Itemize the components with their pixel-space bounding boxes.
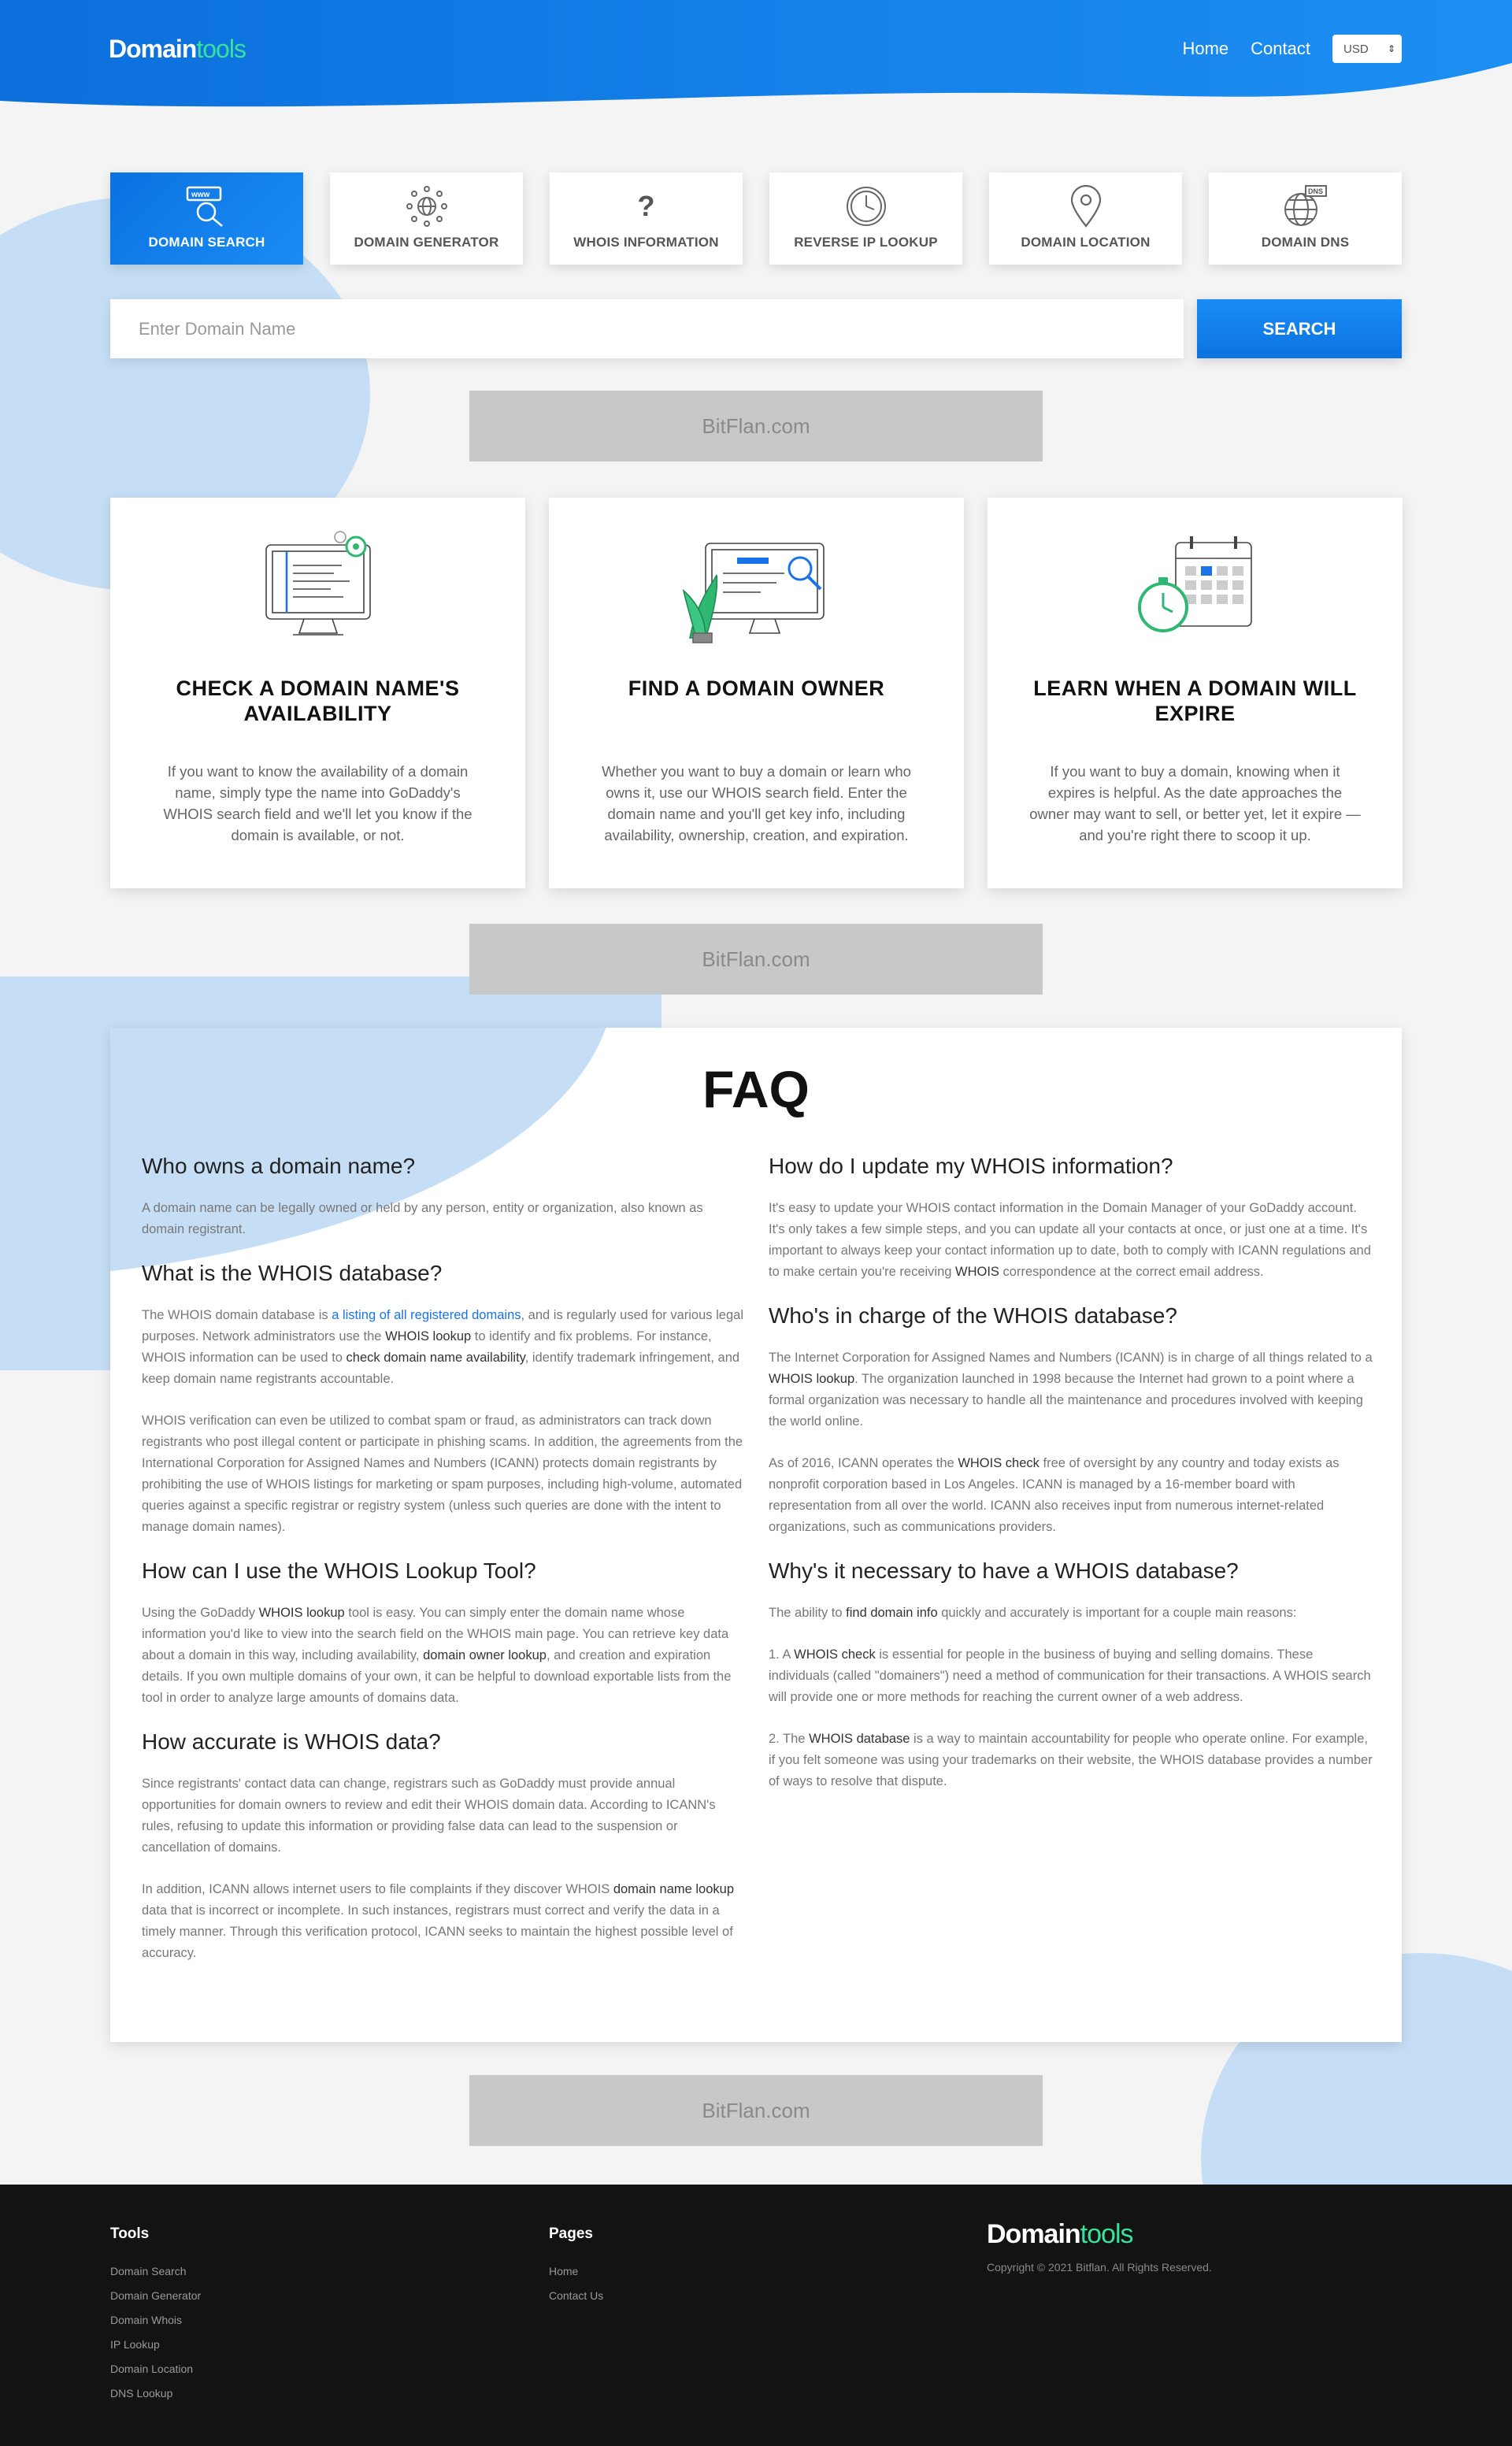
calendar-stopwatch-illustration: [1027, 528, 1363, 646]
www-search-icon: [183, 184, 231, 228]
faq-item: [769, 1558, 1373, 1792]
site-logo[interactable]: Domaintools: [109, 35, 246, 63]
faq-answer: WHOIS verification can even be utilized to combat spam or fraud, as administrators can track down registrants who post illegal content or participate in phishing scams. In addition, the agreements from the International Corporation for Assigned Names and Numbers (ICANN) protects domain registrants by prohibiting the use of WHOIS listings for marketing or spam purposes, including high-volume, automated queries against a specific registrar or registry system (unless such queries are done with the intent to manage domain names).: [142, 1414, 743, 1534]
currency-select[interactable]: [1332, 35, 1402, 63]
faq-answer: The ability to find domain info quickly and accurately is important for a couple main reasons:: [769, 1606, 1297, 1620]
faq-column-right: [769, 1154, 1373, 1813]
tab-label: DOMAIN GENERATOR: [354, 235, 499, 250]
tab-domain-generator[interactable]: [330, 172, 523, 265]
faq-item: [142, 1558, 747, 1709]
faq-item: [769, 1303, 1373, 1538]
chevron-updown-icon: ⇕: [1387, 43, 1395, 54]
tab-domain-search[interactable]: [110, 172, 303, 265]
footer-link-contact-us[interactable]: Contact Us: [549, 2289, 604, 2302]
faq-answer: The Internet Corporation for Assigned Names and Numbers (ICANN) is in charge of all things related to a WHOIS lookup. The organization launched in 1998 because the Internet had grown to a point where a formal organization was necessary to handle all the maintenance and procedures involved with keeping the world online.: [769, 1351, 1373, 1429]
faq-item: [769, 1154, 1373, 1283]
faq-question: Who owns a domain name?: [142, 1154, 416, 1178]
feature-text: Whether you want to buy a domain or learn who owns it, use our WHOIS search field. Enter the domain name and you'll get key info, including availability, ownership, creation, and expiration.: [602, 763, 911, 843]
faq-answer: 1. A WHOIS check is essential for people in the business of buying and selling domains. These individuals (called "domainers") need a method of communication for their transactions. A WHOIS search will provide one or more methods for reaching the current owner of a web address.: [769, 1647, 1371, 1704]
tab-label: DOMAIN SEARCH: [148, 235, 265, 250]
tab-label: REVERSE IP LOOKUP: [794, 235, 938, 250]
faq-answer: 2. The WHOIS database is a way to maintain accountability for people who operate online. For example, if you felt someone was using your trademarks on their website, the WHOIS database provides a number of ways to resolve that dispute.: [769, 1732, 1373, 1788]
footer-link-domain-location[interactable]: Domain Location: [110, 2363, 194, 2375]
faq-answer: In addition, ICANN allows internet users to file complaints if they discover WHOIS domain name lookup data that is incorrect or incomplete. In such instances, registrars must correct and verify the data in a timely manner. Through this verification protocol, ICANN seeks to maintain the highest possible level of accuracy.: [142, 1882, 735, 1960]
faq-question: What is the WHOIS database?: [142, 1261, 443, 1285]
faq-answer: As of 2016, ICANN operates the WHOIS check free of oversight by any country and today exists as nonprofit corporation based in Los Angeles. ICANN is managed by a 16-member board with representation from all over the world. ICANN also receives input from numerous internet-related organizations, such as communications providers.: [769, 1456, 1340, 1534]
feature-text: If you want to buy a domain, knowing when it expires is helpful. As the date approaches the owner may want to sell, or better yet, let it expire — and you're right there to scoop it up.: [1029, 763, 1361, 843]
tab-label: DOMAIN LOCATION: [1021, 235, 1151, 250]
svg-text:DNS: DNS: [1307, 187, 1323, 195]
dns-globe-icon: [1282, 184, 1329, 228]
feature-cards: [110, 498, 1403, 888]
feature-text: If you want to know the availability of a domain name, simply type the name into GoDaddy's WHOIS search field and we'll let you know if the domain is available, or not.: [163, 763, 472, 843]
faq-question: Why's it necessary to have a WHOIS database?: [769, 1558, 1239, 1583]
footer-link-dns-lookup[interactable]: DNS Lookup: [110, 2387, 173, 2400]
faq-item: [142, 1261, 747, 1538]
main-nav: [1182, 35, 1402, 63]
copyright-text: Copyright © 2021 Bitflan. All Rights Reserved.: [987, 2261, 1212, 2274]
svg-text:www: www: [191, 191, 209, 199]
feature-title: LEARN WHEN A DOMAIN WILL EXPIRE: [1033, 676, 1357, 725]
monitor-code-illustration: [150, 528, 486, 646]
ad-banner[interactable]: BitFlan.com: [469, 391, 1043, 461]
feature-title: CHECK A DOMAIN NAME'S AVAILABILITY: [176, 676, 460, 725]
faq-question: How accurate is WHOIS data?: [142, 1729, 441, 1754]
feature-title: FIND A DOMAIN OWNER: [628, 676, 885, 700]
footer-link-home[interactable]: Home: [549, 2265, 579, 2277]
question-mark-icon: ?: [637, 190, 655, 222]
faq-answer: It's easy to update your WHOIS contact information in the Domain Manager of your GoDaddy account. It's only takes a few simple steps, and you can update all your contacts at once, or just one at a time. It's important to always keep your contact information up to date, both to comply with ICANN regulations and to make certain you're receiving WHOIS correspondence at the correct email address.: [769, 1201, 1371, 1279]
tab-label: DOMAIN DNS: [1261, 235, 1350, 250]
faq-column-left: [142, 1154, 747, 1985]
tool-tabs: [110, 172, 1402, 265]
faq-section: [110, 1028, 1402, 2042]
ad-banner[interactable]: BitFlan.com: [469, 2075, 1043, 2146]
faq-question: How can I use the WHOIS Lookup Tool?: [142, 1558, 536, 1583]
footer-logo[interactable]: Domaintools: [987, 2219, 1133, 2249]
tab-domain-dns[interactable]: [1209, 172, 1402, 265]
ad-banner[interactable]: BitFlan.com: [469, 924, 1043, 995]
feature-card-expire: [988, 498, 1403, 888]
footer-link-ip-lookup[interactable]: IP Lookup: [110, 2338, 160, 2351]
tab-domain-location[interactable]: [989, 172, 1182, 265]
tab-reverse-ip-lookup[interactable]: [769, 172, 962, 265]
faq-answer: A domain name can be legally owned or held by any person, entity or organization, also known as domain registrant.: [142, 1201, 703, 1236]
monitor-search-illustration: [588, 528, 925, 646]
search-button[interactable]: SEARCH: [1197, 299, 1402, 358]
tab-label: WHOIS INFORMATION: [573, 235, 719, 250]
faq-item: [142, 1729, 747, 1964]
faq-question: How do I update my WHOIS information?: [769, 1154, 1173, 1178]
footer-column-title: Pages: [549, 2225, 593, 2242]
feature-card-owner: [549, 498, 964, 888]
faq-title: FAQ: [702, 1060, 810, 1118]
tab-whois-information[interactable]: [550, 172, 743, 265]
footer-column-title: Tools: [110, 2225, 150, 2242]
footer-brand-column: [987, 2219, 1212, 2274]
footer-link-domain-generator[interactable]: Domain Generator: [110, 2289, 202, 2302]
footer-link-domain-search[interactable]: Domain Search: [110, 2265, 187, 2277]
nav-home-link[interactable]: Home: [1182, 39, 1229, 58]
site-header: [0, 0, 1512, 126]
currency-value: USD: [1343, 42, 1369, 56]
nav-contact-link[interactable]: Contact: [1251, 39, 1310, 58]
faq-answer: Using the GoDaddy WHOIS lookup tool is easy. You can simply enter the domain name whose information you'd like to view into the search field on the WHOIS main page. You can retrieve key data about a domain in this way, including availability, domain owner lookup, and creation and expiration details. If you own multiple domains of your own, it can be helpful to download exportable lists from the tool in order to analyze large amounts of domains data.: [142, 1606, 732, 1705]
domain-search-input[interactable]: [110, 299, 1184, 358]
location-pin-icon: [1062, 184, 1110, 228]
footer-link-domain-whois[interactable]: Domain Whois: [110, 2314, 183, 2326]
registered-domains-link[interactable]: a listing of all registered domains: [332, 1308, 521, 1322]
faq-item: [142, 1154, 747, 1240]
faq-answer: The WHOIS domain database is a listing of all registered domains, and is regularly used for various legal purposes. Network administrators use the WHOIS lookup to identify and fix problems. For instance, WHOIS information can be used to check domain name availability, identify trademark infringement, and keep domain name registrants accountable.: [142, 1308, 743, 1386]
footer-pages-column: [549, 2225, 603, 2314]
clock-icon: [843, 184, 890, 228]
faq-answer: Since registrants' contact data can change, registrars such as GoDaddy must provide annual opportunities for domain owners to review and edit their WHOIS domain data. According to ICANN's rules, refusing to update this information or providing false data can lead to the suspension or cancellation of domains.: [142, 1777, 716, 1855]
site-footer: [0, 2185, 1512, 2446]
feature-card-availability: [110, 498, 525, 888]
network-globe-icon: [403, 184, 450, 228]
faq-question: Who's in charge of the WHOIS database?: [769, 1303, 1177, 1328]
footer-tools-column: [110, 2225, 201, 2411]
